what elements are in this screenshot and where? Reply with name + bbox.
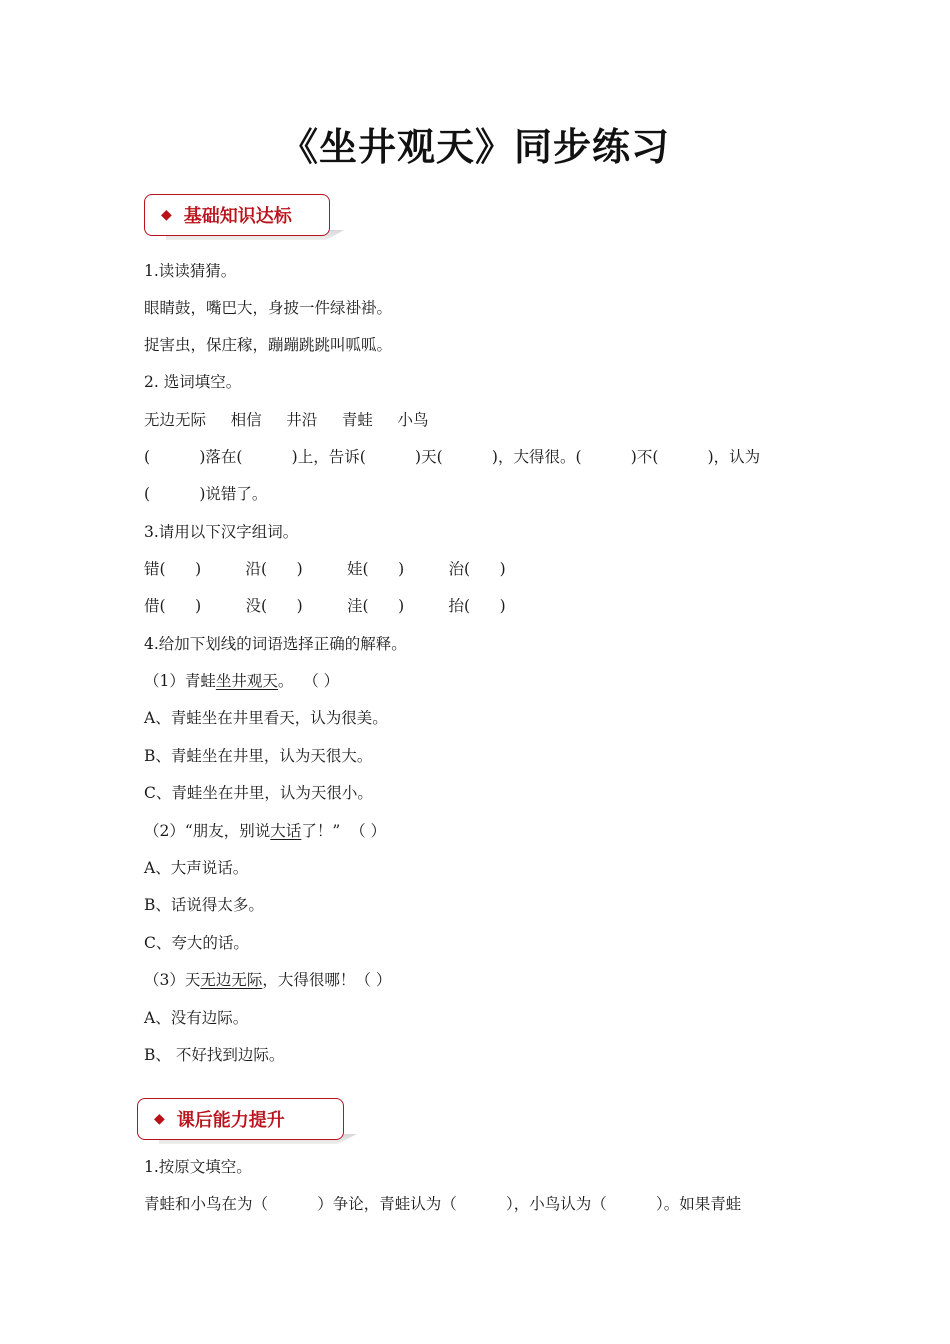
q4-part2-option-c: C、夸大的话。 (144, 934, 249, 952)
q1-line2: 捉害虫，保庄稼，蹦蹦跳跳叫呱呱。 (144, 336, 393, 354)
q4-part1 (144, 670, 339, 692)
q4-part2-suffix: 了！” （ ） (301, 822, 387, 840)
q4-part3-option-a: A、没有边际。 (144, 1009, 249, 1027)
q2-heading: 2. 选词填空。 (144, 373, 242, 391)
q4-part2-option-a: A、大声说话。 (144, 859, 249, 877)
q4-part3-option-b: B、 不好找到边际。 (144, 1046, 285, 1064)
q4-part1-suffix: 。 （ ） (277, 672, 340, 690)
q1-line1: 眼睛鼓，嘴巴大，身披一件绿褂褂。 (144, 299, 393, 317)
q1-heading: 1.读读猜猜。 (144, 262, 237, 280)
q4-part2-underlined: 大话 (270, 822, 302, 840)
q3-row1: 错( ) 沿( ) 娃( ) 治( ) (144, 560, 506, 578)
q4-part3-prefix: （3）天 (144, 971, 201, 989)
section-label-advanced: 课后能力提升 (176, 1110, 285, 1131)
q4-part1-option-a: A、青蛙坐在井里看天，认为很美。 (144, 709, 388, 727)
q2-line2: ( )说错了。 (144, 485, 268, 503)
diamond-icon: ◆ (154, 1111, 165, 1127)
q4-part3-suffix: ，大得很哪！（ ） (262, 971, 392, 989)
page-title: 《坐井观天》同步练习 (279, 125, 670, 169)
q4-part1-option-b: B、青蛙坐在井里，认为天很大。 (144, 747, 373, 765)
s2-q1-line1: 青蛙和小鸟在为（ ）争论，青蛙认为（ ），小鸟认为（ ）。如果青蛙 (144, 1195, 742, 1213)
section-label-basic: 基础知识达标 (183, 206, 292, 227)
q2-line1: ( )落在( )上，告诉( )天( )，大得很。( )不( )，认为 (144, 448, 761, 466)
q4-part2-option-b: B、话说得太多。 (144, 896, 264, 914)
section-tag-box (144, 194, 330, 236)
q4-part1-prefix: （1）青蛙 (144, 672, 216, 690)
q4-heading: 4.给加下划线的词语选择正确的解释。 (144, 635, 407, 653)
section-tag-box (137, 1098, 344, 1140)
q4-part2 (144, 820, 386, 842)
diamond-icon: ◆ (161, 207, 172, 223)
q3-row2: 借( ) 没( ) 洼( ) 抬( ) (144, 597, 506, 615)
q2-words: 无边无际 相信 井沿 青蛙 小鸟 (144, 411, 429, 429)
q3-heading: 3.请用以下汉字组词。 (144, 523, 299, 541)
s2-q1-heading: 1.按原文填空。 (144, 1158, 252, 1176)
q4-part2-prefix: （2）“朋友，别说 (144, 822, 271, 840)
q4-part3 (144, 969, 391, 991)
q4-part3-underlined: 无边无际 (200, 971, 263, 989)
section-tag-basic (144, 194, 344, 240)
q4-part1-underlined: 坐井观天 (215, 672, 278, 690)
section-tag-advanced (137, 1098, 359, 1144)
q4-part1-option-c: C、青蛙坐在井里，认为天很小。 (144, 784, 373, 802)
